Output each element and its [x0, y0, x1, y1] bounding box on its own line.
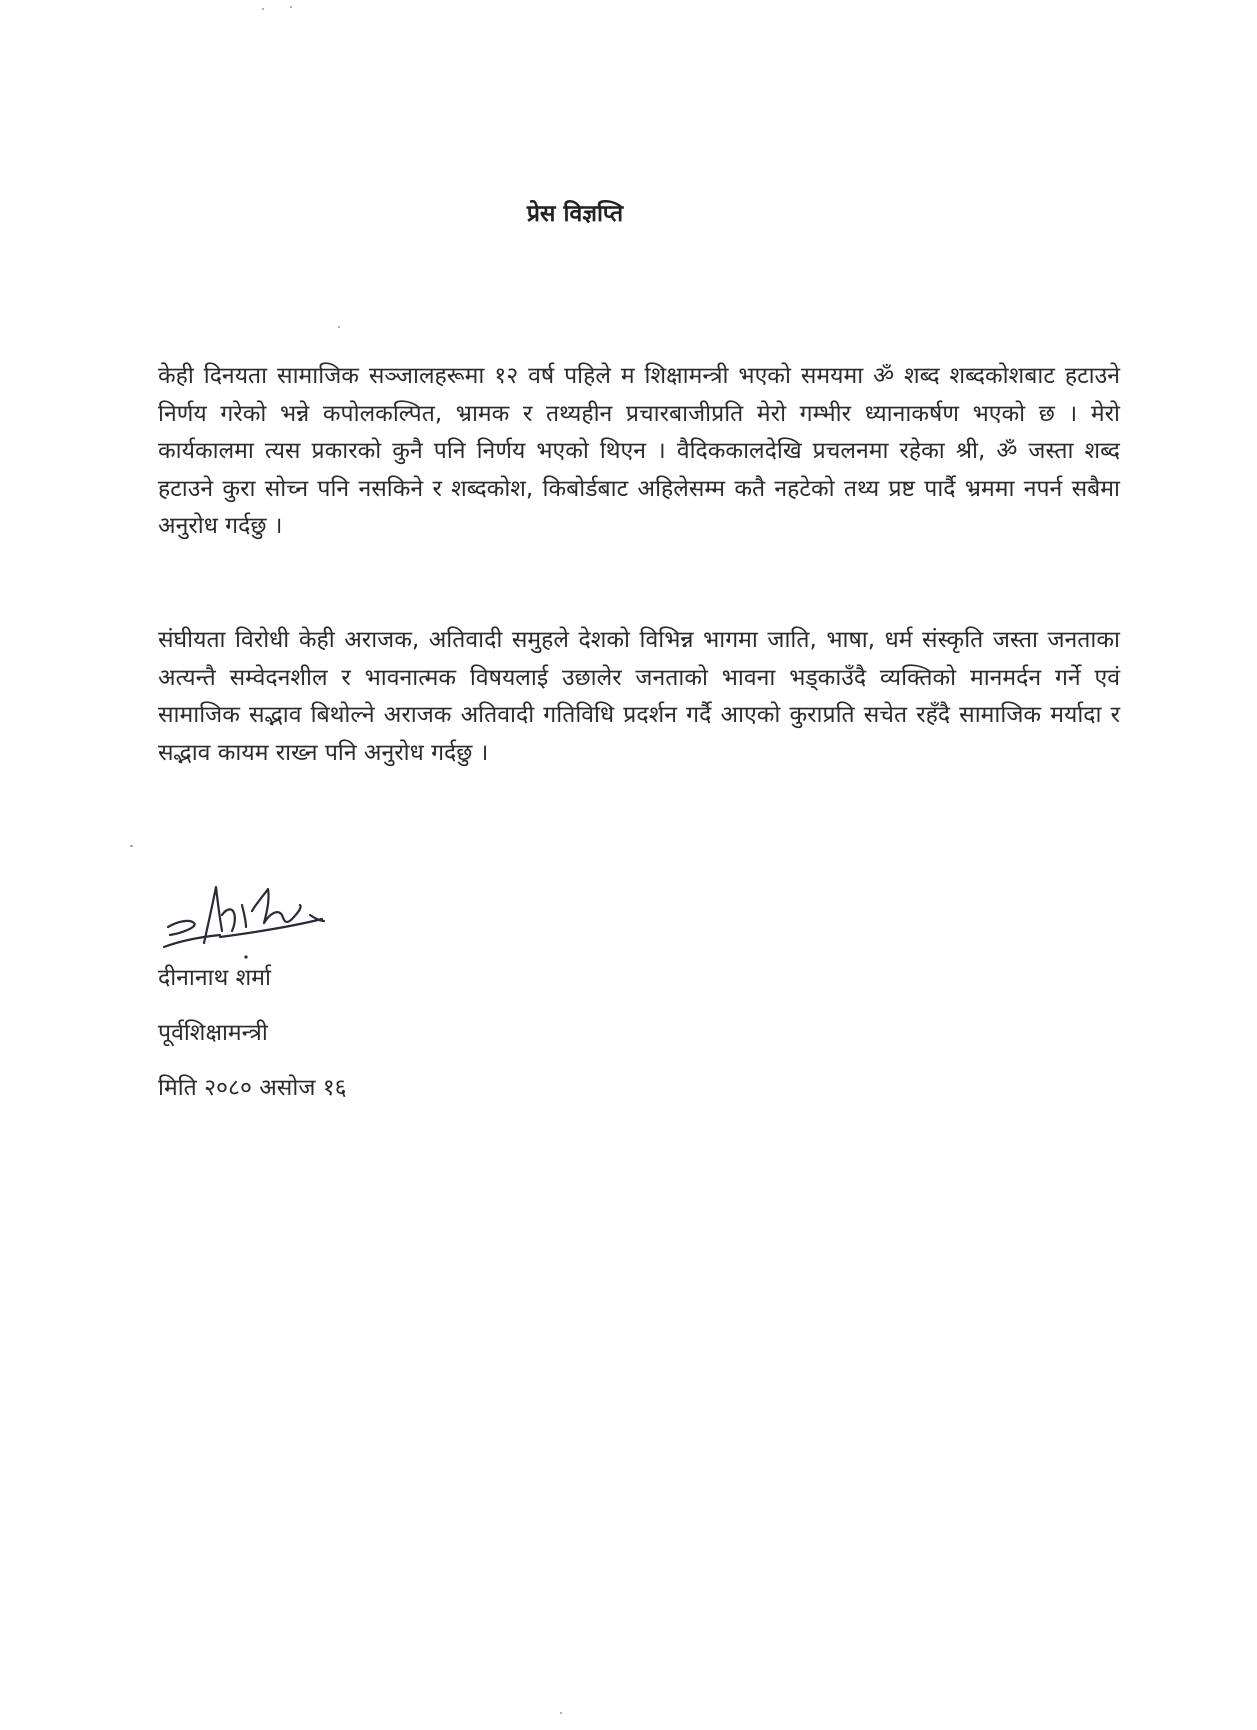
paragraph-1: केही दिनयता सामाजिक सञ्जालहरूमा १२ वर्ष पहिले म शिक्षामन्त्री भएको समयमा ॐ शब्द शब्दकोशबाट हटाउने निर्णय गरेको भन्ने कपोलकल्पित, भ्रामक र तथ्यहीन प्रचारबाजीप्रति मेरो गम्भीर ध्यानाकर्षण भएको छ । मेरो कार्यकालमा त्यस प्रकारको कुनै पनि निर्णय भएको थिएन । वैदिककालदेखि प्रचलनमा रहेका श्री, ॐ जस्ता शब्द हटाउने कुरा सोच्न पनि नसकिने र शब्दकोश, किबोर्डबाट अहिलेसम्म कतै नहटेको तथ्य प्रष्ट पार्दै भ्रममा नपर्न सबैमा अनुरोध गर्दछु । — [158, 363, 1120, 539]
paragraph-2: संघीयता विरोधी केही अराजक, अतिवादी समुहले देशको विभिन्न भागमा जाति, भाषा, धर्म संस्कृति जस्ता जनताका अत्यन्तै सम्वेदनशील र भावनात्मक विषयलाई उछालेर जनताको भावना भड्काउँदै व्यक्तिको मानमर्दन गर्ने एवं सामाजिक सद्भाव बिथोल्ने अराजक अतिवादी गतिविधि प्रदर्शन गर्दै आएको कुराप्रति सचेत रहँदै सामाजिक मर्यादा र सद्भाव कायम राख्न पनि अनुरोध गर्दछु । — [158, 627, 1120, 766]
scan-speck — [262, 8, 264, 10]
scan-speck — [130, 845, 133, 847]
signatory-designation: पूर्वशिक्षामन्त्री — [158, 1020, 268, 1046]
signatory-name: दीनानाथ शर्मा — [158, 965, 271, 991]
scan-speck — [338, 326, 340, 328]
document-title: प्रेस विज्ञप्ति — [526, 201, 624, 227]
scan-speck — [290, 6, 292, 8]
handwritten-signature — [160, 875, 335, 960]
document-date: मिति २०८० असोज १६ — [158, 1075, 347, 1101]
scan-speck — [560, 1712, 562, 1714]
